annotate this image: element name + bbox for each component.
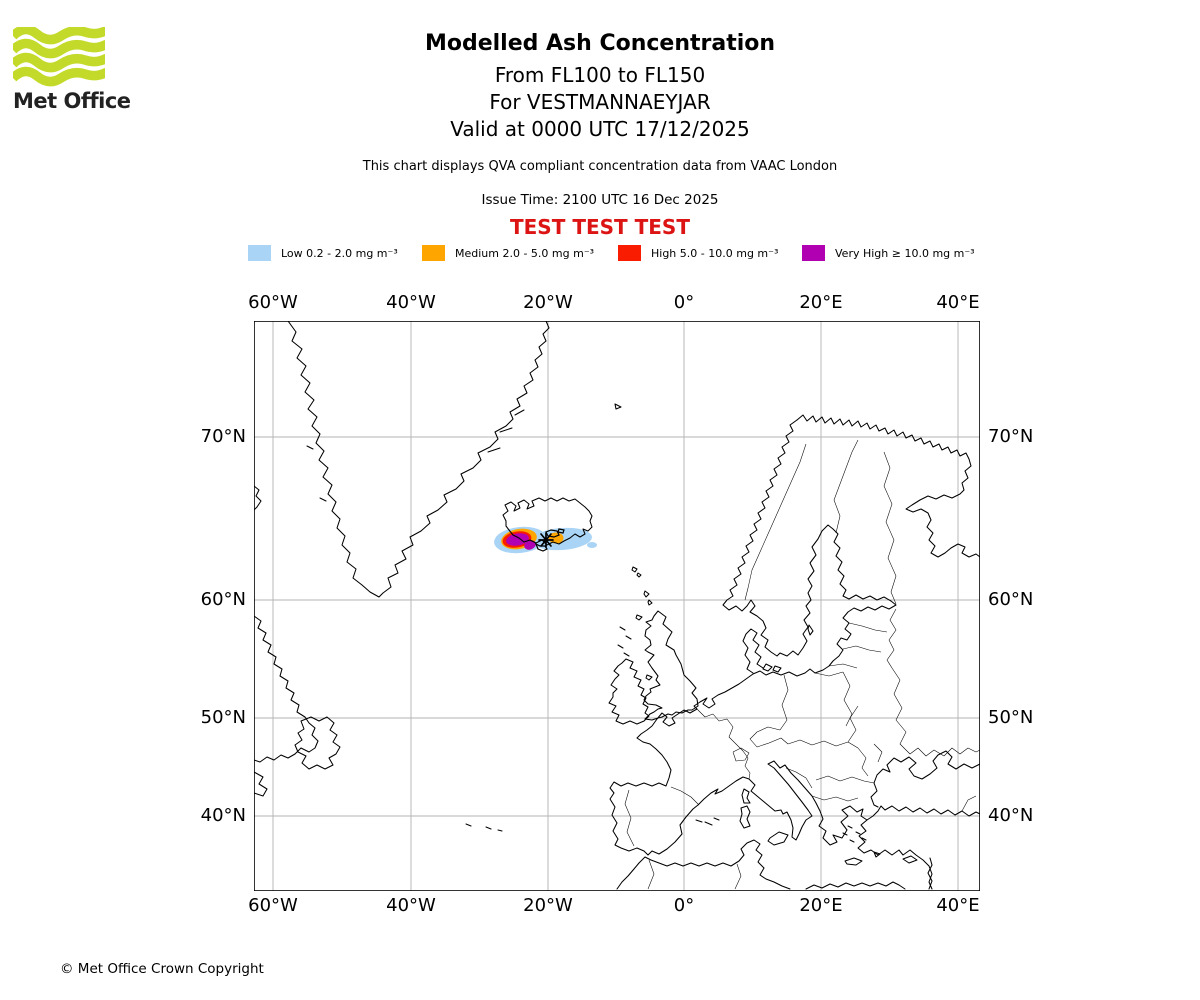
- lon-label-top-20w: 20°W: [523, 292, 573, 313]
- lon-label-bottom-0: 0°: [673, 895, 695, 916]
- lat-label-right-70n: 70°N: [988, 426, 1034, 447]
- lat-label-left-70n: 70°N: [200, 426, 246, 447]
- lat-label-left-40n: 40°N: [200, 805, 246, 826]
- legend-label-low: Low 0.2 - 2.0 mg m⁻³: [281, 247, 398, 260]
- map-svg: [254, 321, 980, 891]
- coastlines-group: [254, 321, 980, 889]
- lon-label-bottom-40w: 40°W: [386, 895, 436, 916]
- medium-swatch-icon: [422, 245, 445, 261]
- copyright-text: © Met Office Crown Copyright: [60, 961, 264, 977]
- graticule-grid: [254, 321, 980, 891]
- lon-label-bottom-40e: 40°E: [936, 895, 980, 916]
- lon-label-bottom-20e: 20°E: [799, 895, 843, 916]
- lon-label-top-0: 0°: [673, 292, 695, 313]
- lat-label-right-50n: 50°N: [988, 707, 1034, 728]
- page-title: Modelled Ash Concentration: [424, 31, 776, 56]
- very-high-swatch-icon: [802, 245, 825, 261]
- legend-label-medium: Medium 2.0 - 5.0 mg m⁻³: [455, 247, 595, 260]
- legend: [0, 245, 1200, 265]
- low-swatch-icon: [248, 245, 271, 261]
- lon-label-top-40e: 40°E: [936, 292, 980, 313]
- lon-label-bottom-20w: 20°W: [523, 895, 573, 916]
- volcano-source-marker-icon: [539, 533, 553, 547]
- map-frame: [254, 321, 980, 891]
- legend-label-very-high: Very High ≥ 10.0 mg m⁻³: [835, 247, 975, 260]
- lat-label-right-40n: 40°N: [988, 805, 1034, 826]
- lon-label-top-20e: 20°E: [799, 292, 843, 313]
- lon-label-top-60w: 60°W: [248, 292, 298, 313]
- subtitle-valid-time: Valid at 0000 UTC 17/12/2025: [450, 117, 750, 141]
- lat-label-left-60n: 60°N: [200, 589, 246, 610]
- test-banner: TEST TEST TEST: [510, 215, 690, 239]
- issue-time: Issue Time: 2100 UTC 16 Dec 2025: [481, 192, 719, 208]
- legend-label-high: High 5.0 - 10.0 mg m⁻³: [651, 247, 779, 260]
- lat-label-right-60n: 60°N: [988, 589, 1034, 610]
- lon-label-top-40w: 40°W: [386, 292, 436, 313]
- subtitle-flight-levels: From FL100 to FL150: [494, 63, 706, 87]
- subtitle-location: For VESTMANNAEYJAR: [489, 90, 711, 114]
- map-canvas: [254, 321, 980, 891]
- qva-note: This chart displays QVA compliant concentration data from VAAC London: [362, 159, 838, 174]
- lon-label-bottom-60w: 60°W: [248, 895, 298, 916]
- high-swatch-icon: [618, 245, 641, 261]
- lat-label-left-50n: 50°N: [200, 707, 246, 728]
- country-borders-group: [625, 440, 980, 889]
- logo-text: Met Office: [13, 89, 131, 113]
